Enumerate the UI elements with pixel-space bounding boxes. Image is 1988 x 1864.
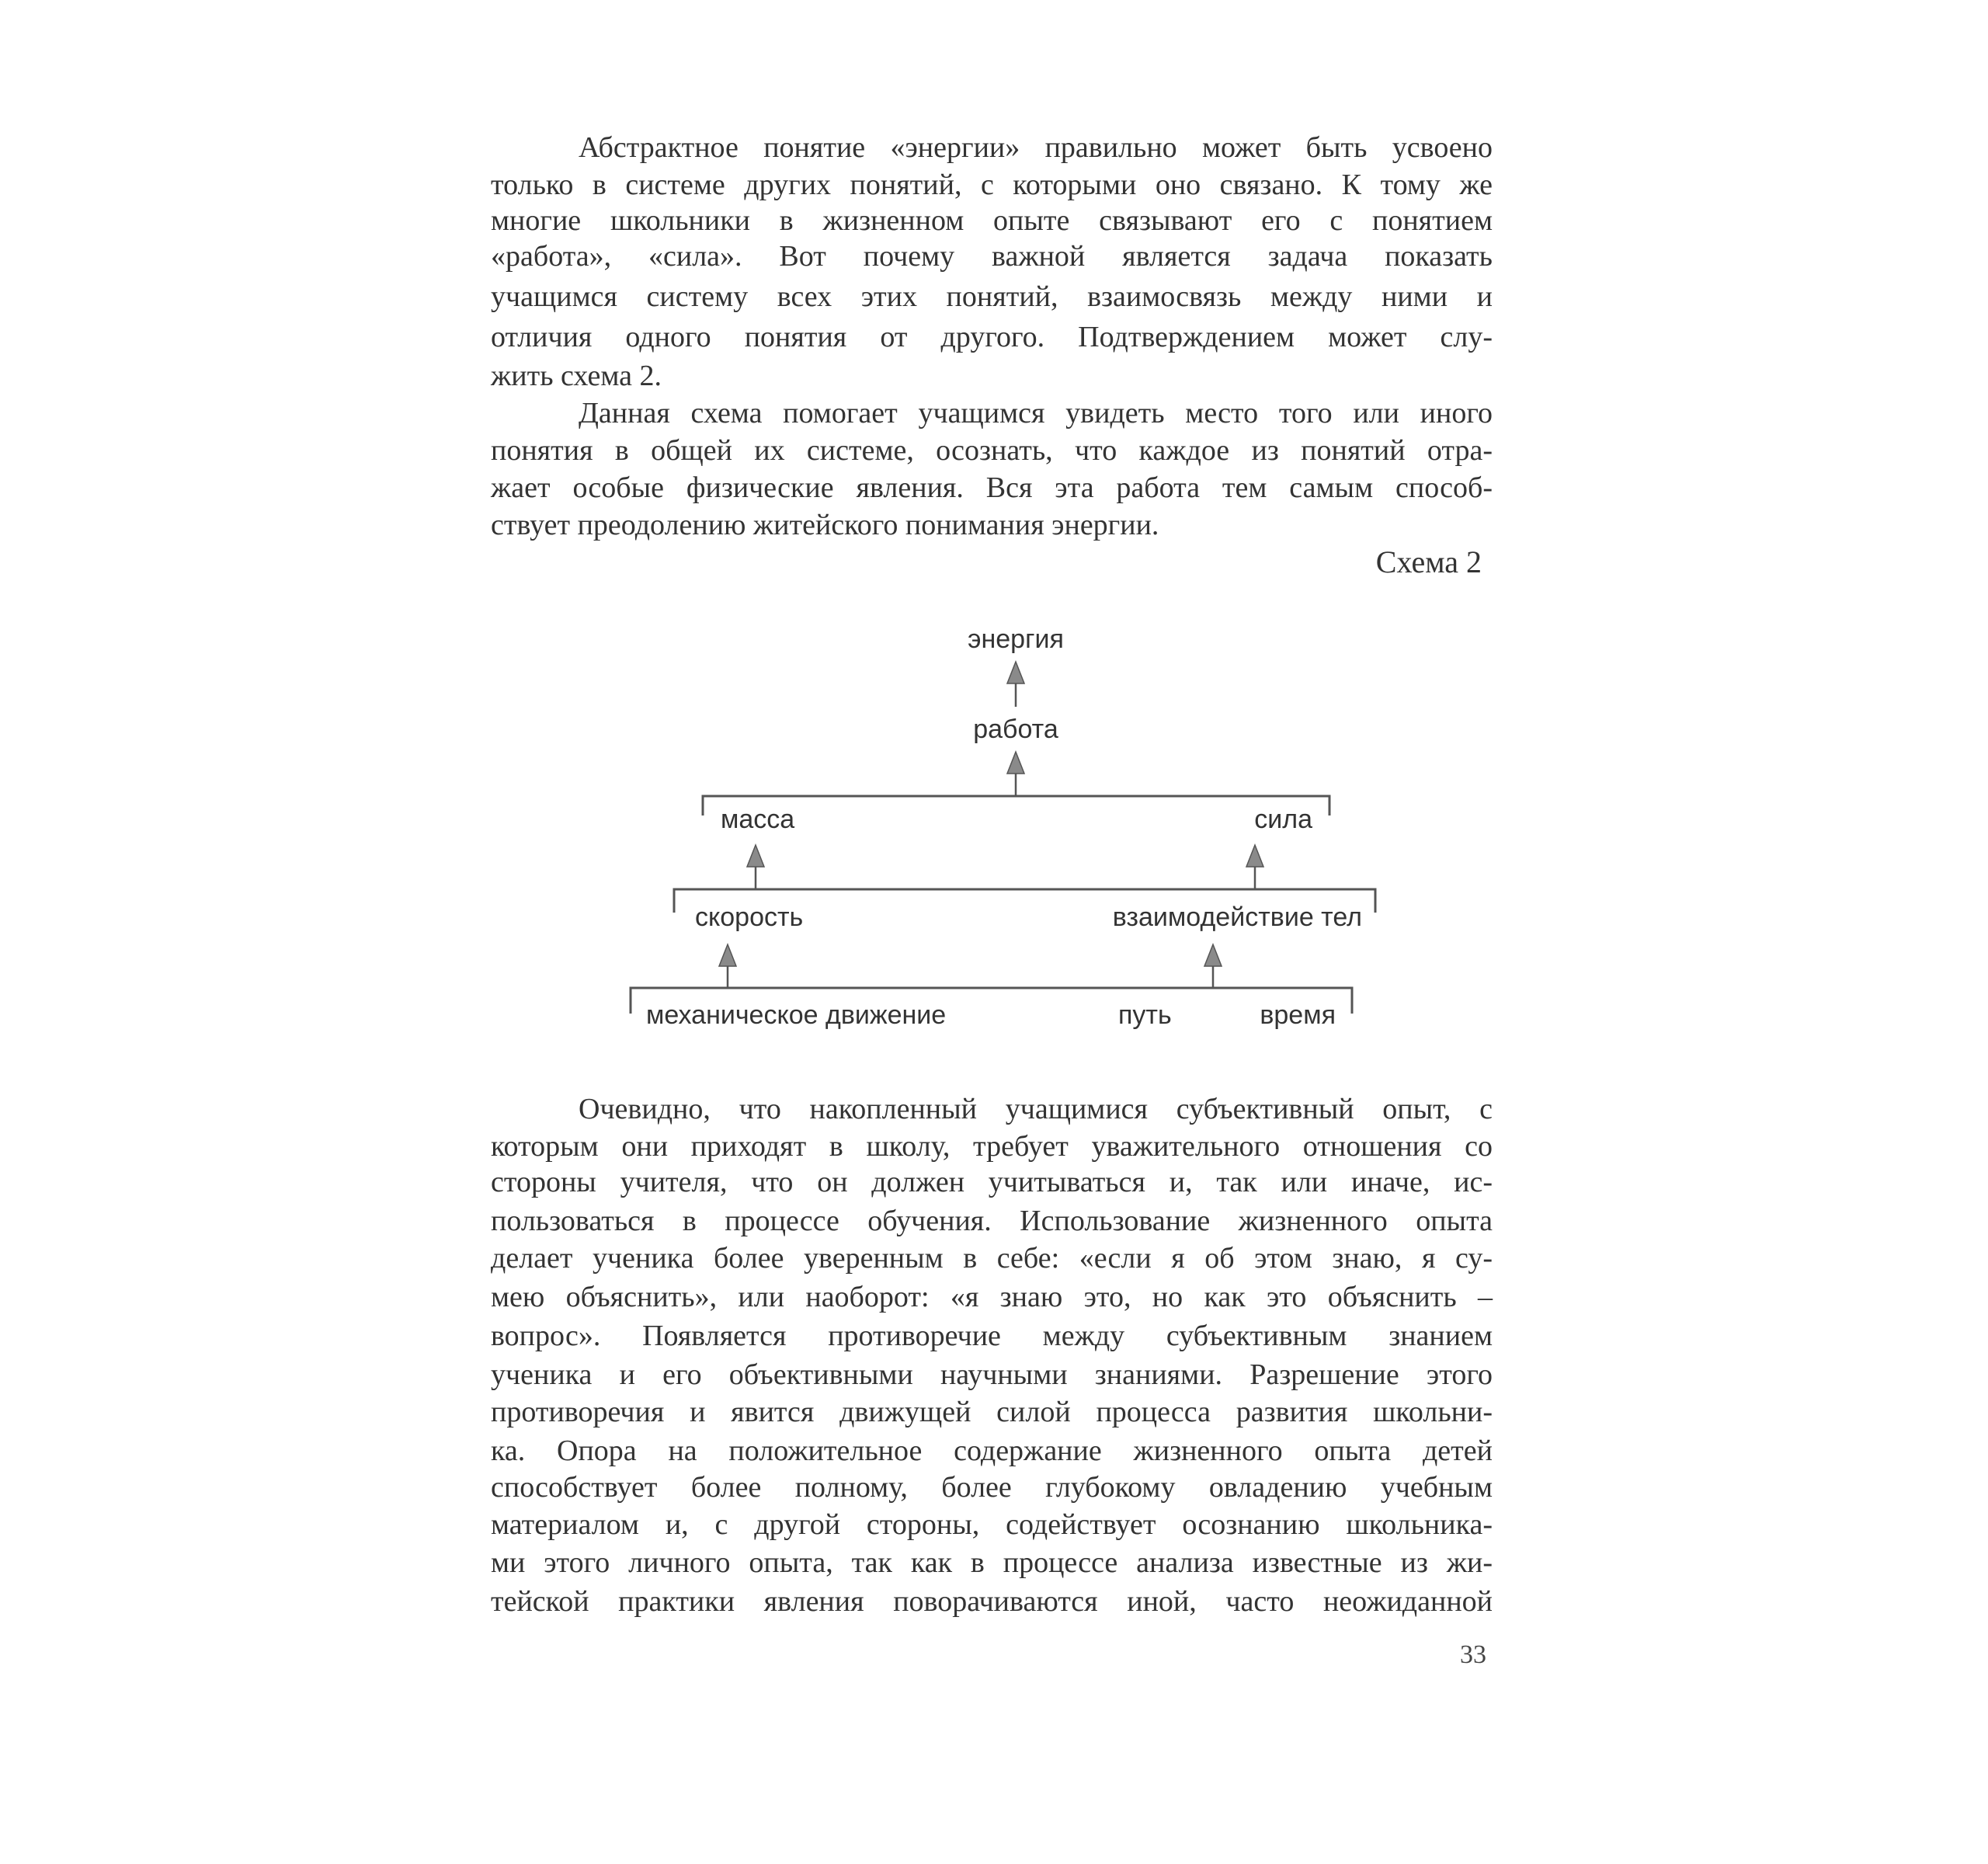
text-line: которым они приходят в школу, требует уважительного отношения со [491, 1130, 1493, 1163]
node-interaction: взаимодействие тел [1112, 902, 1362, 932]
text-line: отличия одного понятия от другого. Подтверждением может слу- [491, 321, 1493, 353]
arrow-up-icon [1007, 752, 1024, 796]
text-line: делает ученика более уверенным в себе: «если я об этом знаю, я су- [491, 1242, 1493, 1275]
arrow-up-icon [719, 944, 736, 988]
node-time: время [1260, 1000, 1336, 1030]
text-line: противоречия и явится движущей силой процесса развития школьни- [491, 1396, 1493, 1428]
text-line: материалом и, с другой стороны, содействует осознанию школьника- [491, 1508, 1493, 1541]
text-line: вопрос». Появляется противоречие между субъективным знанием [491, 1320, 1493, 1352]
scheme-caption: Схема 2 [1375, 544, 1482, 579]
text-line: ми этого личного опыта, так как в процессе анализа известные из жи- [491, 1546, 1493, 1579]
arrow-up-icon [1204, 944, 1222, 988]
node-mechanical-motion: механическое движение [646, 1000, 947, 1030]
text-line: Данная схема помогает учащимся увидеть место того или иного [579, 397, 1493, 429]
arrow-up-icon [1246, 845, 1263, 889]
text-line: учащимся систему всех этих понятий, взаимосвязь между ними и [491, 280, 1493, 313]
text-line: жить схема 2. [491, 360, 662, 392]
node-work: работа [973, 715, 1058, 744]
page-number: 33 [1460, 1640, 1486, 1669]
text-line: способствует более полному, более глубокому овладению учебным [491, 1471, 1493, 1504]
text-line: мею объяснить», или наоборот: «я знаю это, но как это объяснить – [491, 1281, 1493, 1313]
text-line: ствует преодолению житейского понимания энергии. [491, 509, 1159, 541]
arrow-up-icon [747, 845, 764, 889]
arrow-up-icon [1007, 662, 1024, 707]
node-path: путь [1118, 1000, 1172, 1030]
text-line: понятия в общей их системе, осознать, что каждое из понятий отра- [491, 434, 1493, 467]
text-line: пользоваться в процессе обучения. Использование жизненного опыта [491, 1205, 1493, 1237]
text-line: Абстрактное понятие «энергии» правильно может быть усвоено [579, 131, 1493, 164]
node-mass: масса [721, 805, 795, 834]
text-line: многие школьники в жизненном опыте связывают его с понятием [491, 204, 1493, 237]
text-line: Очевидно, что накопленный учащимися субъективный опыт, с [579, 1093, 1493, 1125]
text-line: стороны учителя, что он должен учитываться и, так или иначе, ис- [491, 1166, 1493, 1198]
node-energy: энергия [968, 624, 1064, 654]
bracket-level-2 [703, 796, 1329, 816]
text-line: «работа», «сила». Вот почему важной является задача показать [491, 240, 1493, 273]
text-line: ученика и его объективными научными знаниями. Разрешение этого [491, 1358, 1493, 1391]
text-line: жает особые физические явления. Вся эта работа тем самым способ- [491, 471, 1493, 504]
node-velocity: скорость [695, 902, 804, 932]
text-line: ка. Опора на положительное содержание жизненного опыта детей [491, 1435, 1493, 1467]
text-line: тейской практики явления поворачиваются иной, часто неожиданной [491, 1585, 1493, 1618]
node-force: сила [1254, 805, 1312, 834]
text-line: только в системе других понятий, с которыми оно связано. К тому же [491, 169, 1493, 201]
